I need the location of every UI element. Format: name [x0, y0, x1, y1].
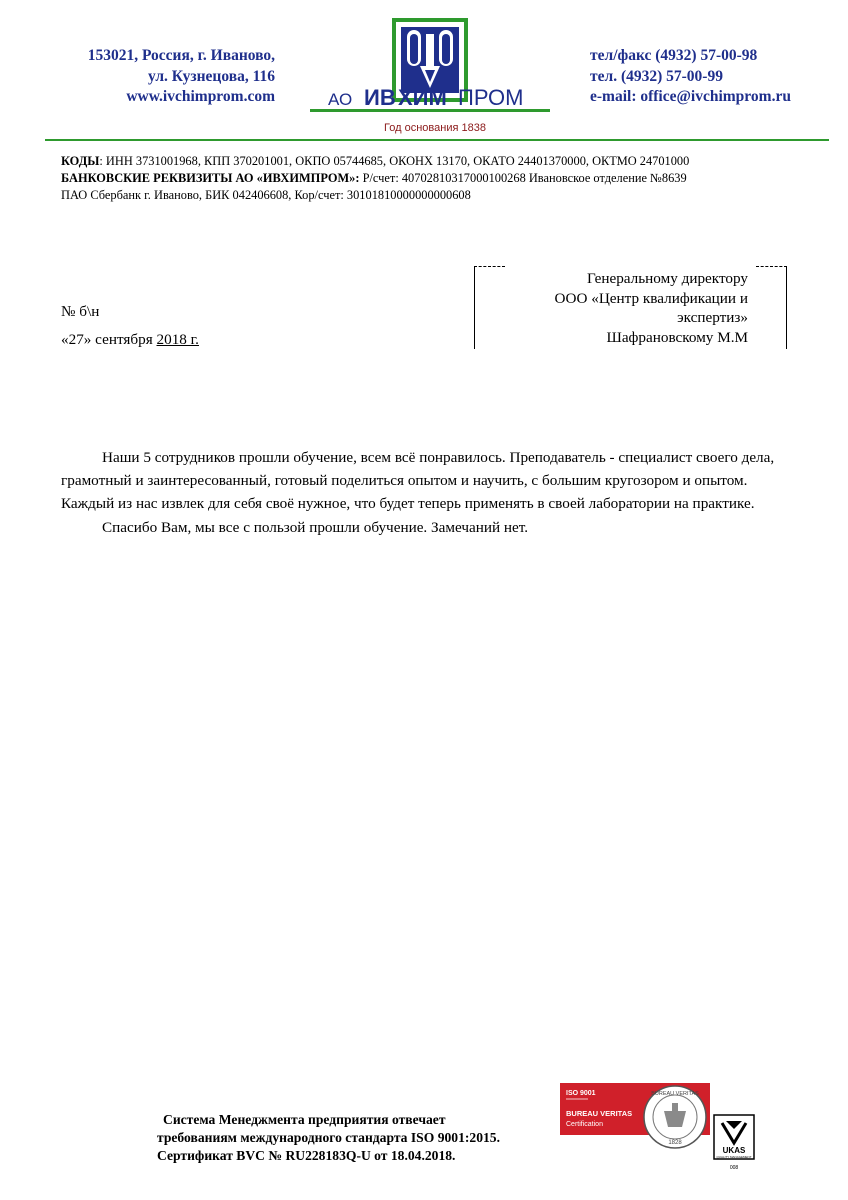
letter-body	[61, 446, 781, 539]
addressee-line: Генеральному директору	[586, 270, 748, 287]
phone: тел. (4932) 57-00-99	[590, 67, 723, 85]
bank-label: БАНКОВСКИЕ РЕКВИЗИТЫ АО «ИВХИМПРОМ»:	[61, 171, 360, 185]
document-number: № б\н	[61, 303, 100, 320]
company-contacts	[590, 46, 830, 108]
logo-name-part3: ПРОМ	[458, 85, 524, 110]
seal-year: 1828	[668, 1140, 682, 1146]
document-date	[61, 331, 199, 349]
addressee-line: экспертиз»	[677, 309, 748, 327]
logo-name-part1: ИВ	[364, 85, 396, 110]
header-divider	[45, 139, 829, 141]
ukas-logo	[712, 1113, 756, 1173]
seal-text: BUREAU VERITAS	[651, 1091, 699, 1097]
ukas-label: UKAS	[722, 1146, 746, 1155]
addressee-bracket-right	[756, 266, 787, 349]
cert-line: требованиям международного стандарта ISO 9001:2015.	[157, 1130, 501, 1145]
addressee-block	[500, 269, 748, 347]
phone-fax: тел/факс (4932) 57-00-98	[590, 47, 758, 64]
cert-line: Система Менеджмента предприятия отвечает	[163, 1112, 446, 1127]
cert-line: Сертификат BVC № RU228183Q-U от 18.04.2018.	[157, 1148, 456, 1163]
date-day-month: «27» сентября	[61, 331, 157, 348]
ukas-code: 008	[729, 1165, 739, 1171]
founded-caption: Год основания 1838	[384, 122, 486, 134]
iso-label: ISO 9001	[566, 1090, 596, 1097]
bureau-veritas-badge	[560, 1083, 710, 1151]
certification-statement	[157, 1111, 577, 1165]
logo-name-part2: ХИМ	[398, 85, 447, 110]
body-paragraph: Спасибо Вам, мы все с пользой прошли обучение. Замечаний нет.	[102, 518, 529, 536]
website-link[interactable]: www.ivchimprom.com	[126, 88, 275, 105]
company-logo	[308, 16, 552, 126]
addressee-line: ООО «Центр квалификации и	[554, 289, 748, 307]
codes-values: : ИНН 3731001968, КПП 370201001, ОКПО 05744685, ОКОНХ 13170, ОКАТО 24401370000, ОКТМО 24701000	[99, 154, 690, 168]
address-line-street: ул. Кузнецова, 116	[147, 67, 275, 85]
codes-line	[61, 153, 831, 170]
bank-account: Р/счет: 40702810317000100268 Ивановское отделение №8639	[359, 171, 687, 185]
company-codes	[61, 153, 831, 204]
date-year: 2018 г.	[156, 331, 199, 348]
ukas-sub: QUALITY MANAGEMENT	[716, 1155, 752, 1159]
bank-line	[61, 170, 831, 187]
body-paragraph: Наши 5 сотрудников прошли обучение, всем всё понравилось. Преподаватель - специалист своего дела, грамотный и заинтересованный, готовый поделиться опытом и научить, с большим кругозором и опытом. Каждый из нас извлек для себя своё нужное, что будет теперь применять в своей лаборатории на практике.	[61, 449, 775, 513]
company-address	[60, 46, 275, 108]
bv-label: BUREAU VERITAS	[566, 1109, 633, 1118]
bank-details-line: ПАО Сбербанк г. Иваново, БИК 042406608, Кор/счет: 30101810000000000608	[61, 188, 471, 202]
logo-prefix: АО	[328, 90, 353, 109]
codes-label: КОДЫ	[61, 154, 100, 168]
email-link[interactable]: e-mail: office@ivchimprom.ru	[590, 88, 791, 105]
certification-label: Certification	[566, 1121, 603, 1128]
address-line-city: 153021, Россия, г. Иваново,	[87, 47, 275, 64]
addressee-line: Шафрановскому М.М	[606, 328, 748, 346]
